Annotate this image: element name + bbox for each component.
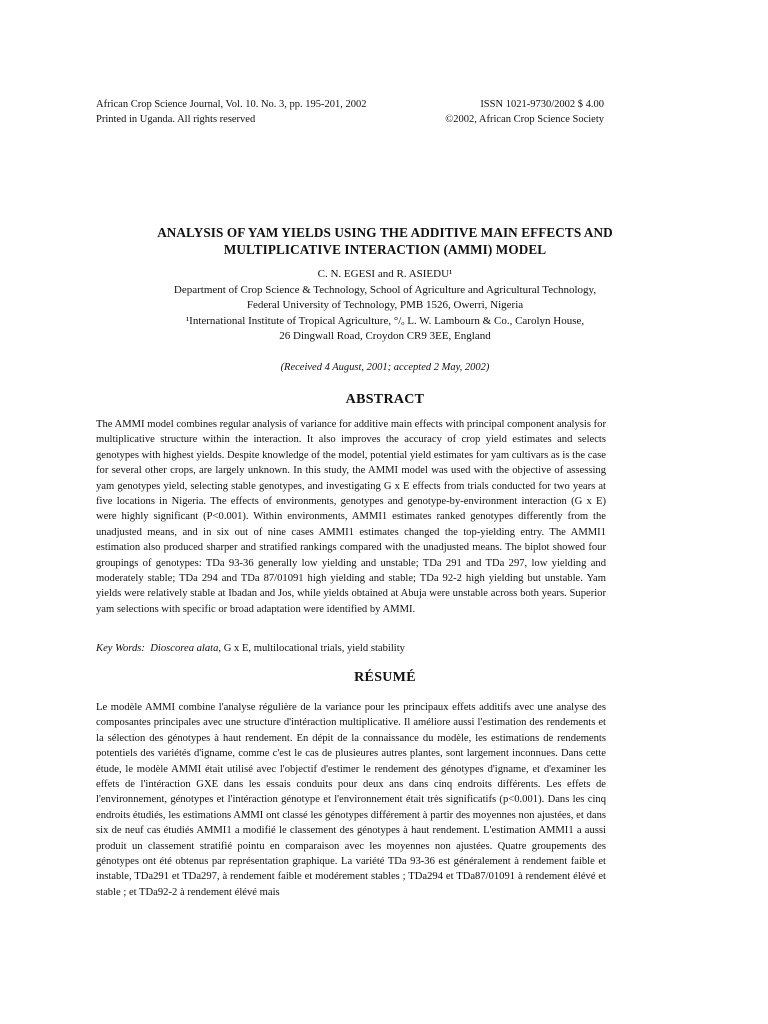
copyright-line: ©2002, African Crop Science Society <box>445 114 604 125</box>
paper-title <box>90 224 680 258</box>
affiliation-line: Federal University of Technology, PMB 1526, Owerri, Nigeria <box>246 299 524 311</box>
journal-citation-line: African Crop Science Journal, Vol. 10. No. 3, pp. 195-201, 2002 <box>96 99 367 110</box>
received-dates: (Received 4 August, 2001; accepted 2 May, 2002) <box>280 362 490 373</box>
keywords <box>96 641 606 656</box>
keywords-label: Key Words <box>96 643 142 654</box>
author-names: C. N. EGESI and R. ASIEDU¹ <box>317 268 453 280</box>
affiliation-line: 26 Dingwall Road, Croydon CR9 3EE, England <box>279 330 491 342</box>
paper-title-line2: MULTIPLICATIVE INTERACTION (AMMI) MODEL <box>223 242 547 257</box>
keyword-species: Dioscorea alata <box>150 643 219 654</box>
issn-line: ISSN 1021-9730/2002 $ 4.00 <box>480 99 604 110</box>
resume-heading: RÉSUMÉ <box>354 670 416 685</box>
resume-text: Le modèle AMMI combine l'analyse régulière de la variance pour les principaux effets additifs avec une analyse des composantes principales avec une structure d'intéraction multiplicative. Il améliore aussi l'estimation des rendements et la sélection des génotypes à haut rendement. En dépit de la connaissance du modèle, les estimations de rendements potentiels des variétés d'igname, comme c'est le cas de plusieures autres plantes, sont largement inconnues. Dans cette étude, le modèle AMMI était utilisé avec l'objectif d'estimer le rendement des génotypes d'igname, et d'examiner les effets de l'intéraction GXE dans les essais conduits pour deux ans dans cinq endroits différents. Les effets de l'environnement, génotypes et l'intéraction génotype et l'environnement était très significatifs (p<0.001). Dans les cinq endroits étudiés, les estimations AMMI ont classé les génotypes différement à partir des moyennes non ajustées, et dans six de neuf cas étudiés AMMI1 a modifié le classement des génotypes à haut rendement. L'estimation AMMI1 a aussi produit un classement stratifié pointu en comparaison avec les moyennes non ajustées. Quatre groupements des génotypes ont été obtenus par représentation graphique. La variété TDa 93-36 est généralement à rendement faible et instable, TDa291 et TDa297, à rendement faible et modérement stables ; TDa294 et TDa87/01091 à rendement élévé et stable ; et TDa92-2 à rendement élévé mais <box>96 702 606 898</box>
author-block <box>90 267 680 345</box>
paper-title-line1: ANALYSIS OF YAM YIELDS USING THE ADDITIVE MAIN EFFECTS AND <box>157 225 613 240</box>
affiliation-line: ¹International Institute of Tropical Agriculture, °/ₒ L. W. Lambourn & Co., Carolyn House, <box>185 314 585 327</box>
affiliation-line: Department of Crop Science & Technology, School of Agriculture and Agricultural Technology, <box>173 283 597 296</box>
journal-citation <box>96 97 426 127</box>
issn-block <box>426 97 604 127</box>
keywords-colon: : <box>141 643 145 654</box>
abstract-text: The AMMI model combines regular analysis of variance for additive main effects with principal component analysis for multiplicative structure within the interaction. It also improves the accuracy of crop yield estimates and selects genotypes with highest yields. Despite knowledge of the model, potential yield estimates for yam cultivars as is the case for several other crops, are largely unknown. In this study, the AMMI model was used with the objective of assessing yam genotypes yield, selecting stable genotypes, and investigating G x E effects from trials conducted for two years at five locations in Nigeria. The effects of environments, genotypes and genotype-by-environment interaction (G x E) were highly significant (P<0.001). Within environments, AMMI1 estimates ranked genotypes differently from the unadjusted means, and in six out of nine cases AMMI1 estimates changed the top-yielding entry. The AMMI1 estimation also produced sharper and stratified rankings compared with the unadjusted means. The biplot showed four groupings of genotypes: TDa 93-36 generally low yielding and unstable; TDa 291 and TDa 297, low yielding and moderately stable; TDa 294 and TDa 87/01091 high yielding and stable; TDa 92-2 high yielding but unstable. Yam yields were relatively stable at Ibadan and Jos, while yields obtained at Abuja were unstable across both years. Superior yam selections with specific or broad adaptation were identified by AMMI. <box>96 419 606 615</box>
abstract-heading: ABSTRACT <box>345 392 425 407</box>
keywords-rest: , G x E, multilocational trials, yield stability <box>218 643 405 654</box>
rights-line: Printed in Uganda. All rights reserved <box>96 114 256 125</box>
